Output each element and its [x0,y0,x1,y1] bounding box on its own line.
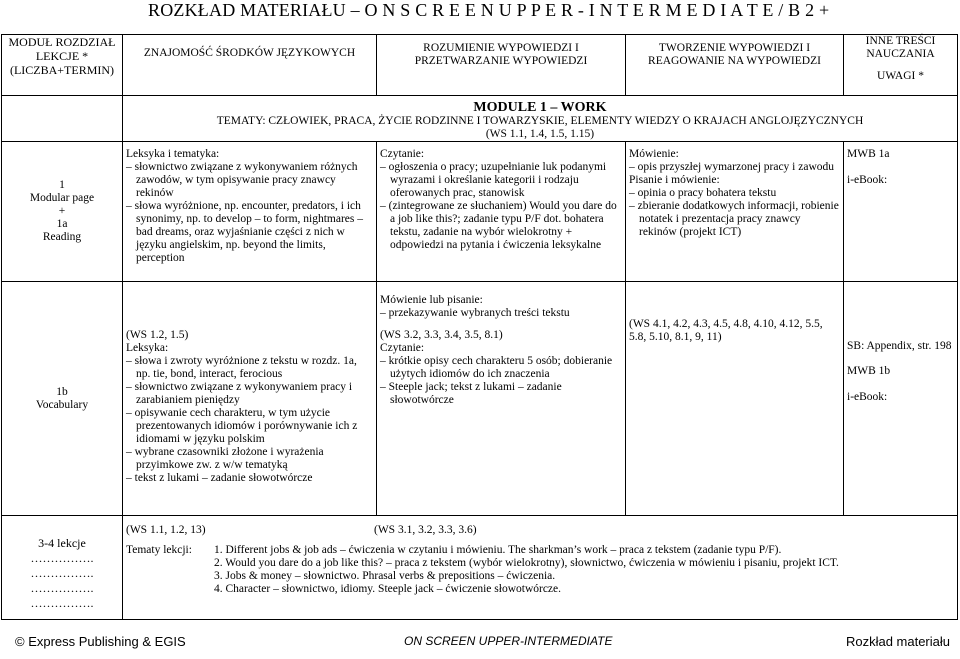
row2-understanding-ws: (WS 3.2, 3.3, 3.4, 3.5, 8.1) [380,329,503,341]
header-other [844,35,958,96]
row1-creating-heading: Mówienie: [629,148,679,160]
row1-other-mwb: MWB 1a [847,148,890,160]
row1-label [2,142,123,282]
row2-understanding-heading: Czytanie: [380,342,425,354]
footer-center: ON SCREEN UPPER-INTERMEDIATE [404,634,613,648]
list-item: – słownictwo związane z wykonywaniem pracy i zarabianiem pieniędzy [126,381,353,406]
topic-item: 4. Character – słownictwo, idiomy. Steeple jack – ćwiczenie słowotwórcze. [214,583,562,595]
row3-label-text: 3-4 lekcje [38,536,86,550]
row2-label-line: 1b [56,385,68,398]
list-item: – tekst z lukami – zadanie słowotwórcze [126,472,313,484]
row2-other-mwb: MWB 1b [847,365,891,377]
topic-item: 3. Jobs & money – słownictwo. Phrasal verbs & prepositions – ćwiczenia. [214,570,556,582]
row2-other [844,282,958,516]
list-item: – ogłoszenia o pracy; uzupełnianie luk podanymi wyrazami i określanie kategorii i rodzaju oferowanych prac, stanowisk [380,161,607,199]
row2-language-ws: (WS 1.2, 1.5) [126,329,189,341]
document-title: ROZKŁAD MATERIAŁU – O N S C R E E N U P P E R - I N T E R M E D I A T E / B 2 + [148,0,830,20]
row1-label-line: Reading [42,231,82,243]
list-item: – słowa wyróżnione, np. encounter, predators, i ich synonimy, np. to develop – to form, nightmares – bad dreams, oraz wyjaśnianie części z nich w języku angielskim, np. beyond the limits, perception [126,200,363,264]
module-header [123,96,958,142]
module-ws: (WS 1.1, 1.4, 1.5, 1.15) [485,128,595,140]
header-creating: TWORZENIE WYPOWIEDZI I REAGOWANIE NA WYPOWIEDZI [626,35,844,96]
row1-creating-heading2: Pisanie i mówienie: [629,174,720,186]
list-item: – przekazywanie wybranych treści tekstu [380,307,570,319]
row3-ws-mid: (WS 3.1, 3.2, 3.3, 3.6) [374,524,477,536]
list-item: – krótkie opisy cech charakteru 5 osób; dobieranie użytych idiomów do ich znaczenia [380,355,613,380]
topics-label: Tematy lekcji: [126,544,192,556]
row2-understanding-heading0: Mówienie lub pisanie: [380,294,483,306]
header-notes: UWAGI * [877,70,924,82]
row1-creating [626,142,844,282]
row2-understanding [377,282,626,516]
list-item: – zbieranie dodatkowych informacji, robienie notatek i prezentacja pracy znawcy rekinów (projekt ICT) [629,200,839,238]
list-item: – słownictwo związane z wykonywaniem różnych zawodów, w tym opisywanie pracy znawcy rekinów [126,161,358,199]
row1-label-line: 1a [56,218,68,230]
header-understanding: ROZUMIENIE WYPOWIEDZI I PRZETWARZANIE WYPOWIEDZI [377,35,626,96]
row1-other-ebook: i-eBook: [847,174,888,186]
row2-label [2,282,123,516]
row3-dots: ……………. [30,551,94,565]
row1-label-line: 1 [59,179,65,191]
row1-label-line: + [58,205,66,217]
schedule-table [1,34,958,620]
list-item: – opinia o pracy bohatera tekstu [629,187,777,199]
row2-creating-ws: (WS 4.1, 4.2, 4.3, 4.5, 4.8, 4.10, 4.12, 5.5, 5.8, 5.10, 8.1, 9, 11) [629,318,823,343]
topic-item: 1. Different jobs & job ads – ćwiczenia w czytaniu i mówieniu. The sharkman’s work – praca z tekstem (zadanie typu P/F). [214,544,782,556]
footer-right: Rozkład materiału [845,634,950,649]
row1-understanding-heading: Czytanie: [380,148,425,160]
header-language [123,35,377,96]
row2-other-ebook: i-eBook: [847,391,888,403]
header-language-text: ZNAJOMOŚĆ ŚRODKÓW JĘZYKOWYCH [143,47,356,59]
row3-ws-left: (WS 1.1, 1.2, 13) [126,524,206,536]
header-module: MODUŁ ROZDZIAŁ LEKCJE * (LICZBA+TERMIN) [2,35,123,96]
module-topics: TEMATY: CZŁOWIEK, PRACA, ŻYCIE RODZINNE I TOWARZYSKIE, ELEMENTY WIEDZY O KRAJACH ANGLOJĘZYCZNYCH [216,115,864,127]
row2-other-sb: SB: Appendix, str. 198 [847,340,952,352]
row1-other [844,142,958,282]
list-item: – (zintegrowane ze słuchaniem) Would you dare do a job like this?; zadanie typu P/F dot. bohatera tekstu, zadanie na wybór wielokrotny + odpowiedzi na pytania i ćwiczenia leksykalne [380,200,617,251]
row3-dots: ……………. [30,596,94,610]
footer-left: © Express Publishing & EGIS [15,634,186,649]
row2-language [123,282,377,516]
row1-understanding [377,142,626,282]
list-item: – Steeple jack; tekst z lukami – zadanie słowotwórcze [380,381,562,406]
module-title: MODULE 1 – WORK [473,100,607,115]
list-item: – wybrane czasowniki złożone i wyrażenia przyimkowe zw. z w/w tematyką [126,446,324,471]
row3-dots: ……………. [30,581,94,595]
row2-creating [626,282,844,516]
list-item: – opis przyszłej wymarzonej pracy i zawodu [629,161,835,173]
list-item: – słowa i zwroty wyróżnione z tekstu w rozdz. 1a, np. tie, bond, interact, ferocious [126,355,357,380]
module-spacer [2,96,123,142]
row3-dots: ……………. [30,566,94,580]
lesson-topics [126,544,954,596]
topic-item: 2. Would you dare do a job like this? – praca z tekstem (wybór wielokrotny), słownictwo, ćwiczenia w mówieniu i pisaniu, projekt ICT. [214,557,839,569]
row1-language-heading: Leksyka i tematyka: [126,148,220,160]
row2-label-line: Vocabulary [35,398,89,411]
row3-label [2,516,123,620]
list-item: – opisywanie cech charakteru, w tym użycie prezentowanych idiomów i porównywanie ich z idiomami w języku polskim [126,407,358,445]
row3-content [123,516,958,620]
header-other-text: INNE TREŚCI NAUCZANIA [865,35,936,60]
row2-language-heading: Leksyka: [126,342,169,354]
row1-language [123,142,377,282]
row1-label-line: Modular page [29,192,95,204]
